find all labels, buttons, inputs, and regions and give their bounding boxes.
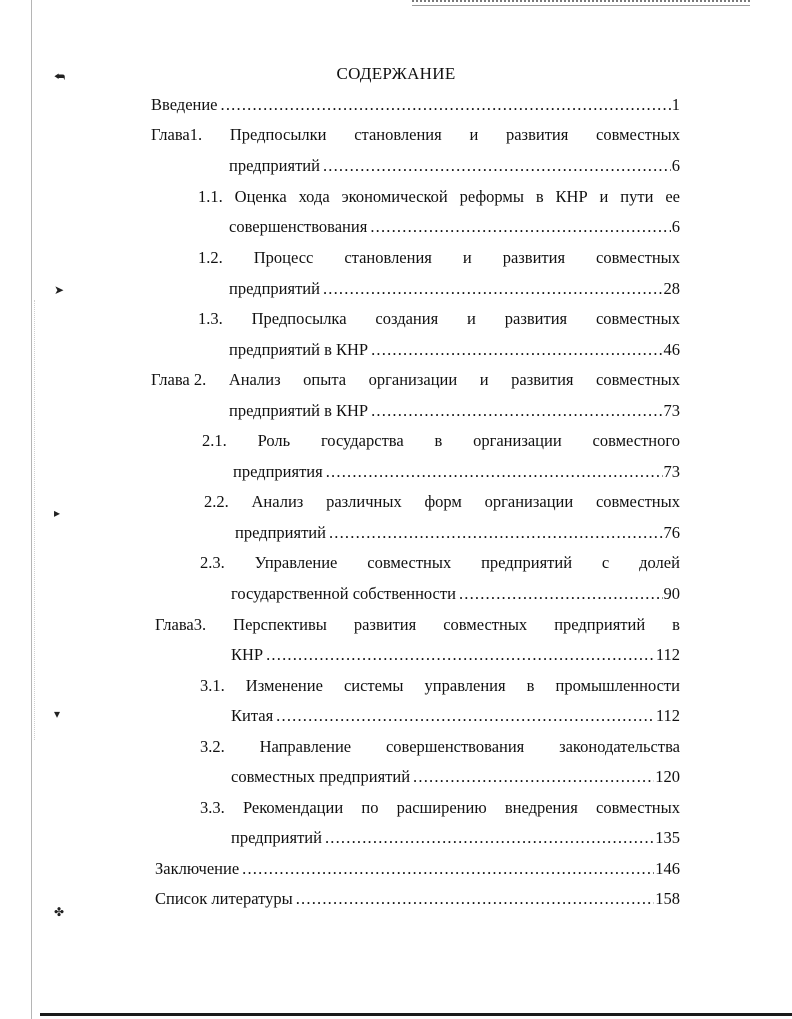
section-number: 3.3. [200, 798, 225, 817]
toc-word: организации [484, 492, 574, 511]
toc-word: по [361, 798, 379, 817]
toc-entry-s12-cont[interactable] [229, 278, 680, 300]
toc-page-number: 46 [663, 340, 680, 359]
toc-word: развития [353, 615, 417, 634]
toc-word: Процесс [253, 248, 314, 267]
toc-entry-s22[interactable] [204, 491, 680, 513]
toc-entry-s22-cont[interactable] [235, 522, 680, 544]
toc-entry-label: государственной собственности [231, 584, 456, 603]
toc-page-number: 1 [671, 95, 680, 114]
toc-word: совместных [595, 492, 680, 511]
toc-word: развития [502, 248, 566, 267]
toc-word: законодательства [559, 737, 680, 756]
binder-mark-icon: ▸ [54, 506, 61, 520]
leader-dots [459, 583, 663, 605]
toc-word: совместных [596, 248, 680, 267]
leader-dots [413, 766, 654, 788]
toc-page-number: 120 [655, 767, 680, 786]
toc-entry-ch3-cont[interactable] [231, 644, 680, 666]
toc-entry-conclusion[interactable] [155, 858, 680, 880]
toc-word: системы [343, 676, 404, 695]
leader-dots [296, 888, 655, 910]
chapter-prefix: Глава 2. [151, 370, 207, 389]
leader-dots [370, 216, 670, 238]
toc-entry-s33-cont[interactable] [231, 827, 680, 849]
toc-entry-s23-cont[interactable] [231, 583, 680, 605]
toc-entry-s11-cont[interactable] [229, 216, 680, 238]
section-number: 1.3. [198, 309, 223, 328]
toc-entry-s13-cont[interactable] [229, 339, 680, 361]
toc-entry-ch1[interactable] [151, 124, 680, 146]
toc-word: и [467, 309, 476, 328]
toc-entry-s31-cont[interactable] [231, 705, 680, 727]
toc-word: совместных [367, 553, 452, 572]
toc-page-number: 73 [663, 401, 680, 420]
toc-word: Анализ [251, 492, 304, 511]
toc-page-number: 158 [655, 889, 680, 908]
toc-entry-label: КНР [231, 645, 264, 664]
toc-word: Изменение [245, 676, 323, 695]
toc-entry-label: предприятий в КНР [229, 340, 369, 359]
toc-word: промышленности [555, 676, 680, 695]
leader-dots [371, 400, 662, 422]
toc-entry-s32[interactable] [200, 736, 680, 758]
binder-mark-icon: ➤ [54, 283, 65, 297]
toc-word: Анализ [228, 370, 281, 389]
toc-entry-intro[interactable] [151, 94, 680, 116]
leader-dots [323, 155, 671, 177]
toc-word: организации [473, 431, 562, 450]
toc-word: форм [424, 492, 462, 511]
toc-word: КНР [555, 187, 588, 206]
toc-entry-label: предприятий [235, 523, 326, 542]
toc-entry-label: предприятий [231, 828, 322, 847]
toc-page-number: 76 [663, 523, 680, 542]
chapter-prefix: Глава1. [151, 125, 203, 144]
toc-page-number: 90 [663, 584, 680, 603]
toc-word: совместных [596, 125, 680, 144]
toc-word: Направление [259, 737, 352, 756]
toc-entry-s31[interactable] [200, 675, 680, 697]
binder-mark-icon: ✤ [54, 905, 65, 919]
toc-word: экономической [341, 187, 448, 206]
leader-dots [266, 644, 655, 666]
toc-word: Оценка [234, 187, 287, 206]
toc-entry-ch3[interactable] [155, 614, 680, 636]
toc-word: становления [354, 125, 442, 144]
toc-entry-ch1-cont[interactable] [229, 155, 680, 177]
toc-page-number: 6 [671, 217, 680, 236]
toc-entry-s11[interactable] [198, 186, 680, 208]
toc-entry-label: совершенствования [229, 217, 368, 236]
toc-entry-label: Китая [231, 706, 274, 725]
toc-word: предприятий [554, 615, 646, 634]
toc-word: и [462, 248, 472, 267]
toc-entry-label: Заключение [155, 859, 240, 878]
toc-word: с [601, 553, 610, 572]
chapter-prefix: Глава3. [155, 615, 207, 634]
toc-word: Предпосылка [251, 309, 347, 328]
toc-word: совместных [596, 798, 680, 817]
toc-entry-s21[interactable] [202, 430, 680, 452]
toc-word: предприятий [481, 553, 573, 572]
toc-entry-ch2-cont[interactable] [229, 400, 680, 422]
toc-word: Роль [257, 431, 291, 450]
leader-dots [326, 461, 663, 483]
toc-word: становления [344, 248, 432, 267]
toc-word: совместных [596, 370, 680, 389]
toc-entry-label: предприятия [233, 462, 323, 481]
toc-entry-label: Список литературы [155, 889, 293, 908]
toc-word: в [535, 187, 544, 206]
toc-entry-s21-cont[interactable] [233, 461, 680, 483]
toc-page-number: 135 [655, 828, 680, 847]
leader-dots [325, 827, 654, 849]
toc-entry-s12[interactable] [198, 247, 680, 269]
toc-entry-s13[interactable] [198, 308, 680, 330]
toc-page-number: 112 [655, 706, 680, 725]
toc-word: расширению [396, 798, 487, 817]
toc-page-number: 112 [655, 645, 680, 664]
toc-entry-s23[interactable] [200, 552, 680, 574]
toc-word: Предпосылки [229, 125, 327, 144]
toc-page-number: 73 [663, 462, 680, 481]
leader-dots [221, 94, 671, 116]
toc-word: развития [504, 309, 568, 328]
toc-word: долей [639, 553, 680, 572]
toc-word: в [434, 431, 443, 450]
section-number: 3.1. [200, 676, 225, 695]
leader-dots [323, 278, 663, 300]
toc-word: совместных [443, 615, 528, 634]
section-number: 1.2. [198, 248, 223, 267]
toc-word: реформы [459, 187, 524, 206]
toc-entry-s33[interactable] [200, 797, 680, 819]
toc-word: Управление [254, 553, 338, 572]
toc-entry-label: Введение [151, 95, 218, 114]
section-number: 2.2. [204, 492, 229, 511]
toc-word: внедрения [504, 798, 578, 817]
leader-dots [329, 522, 663, 544]
page-title: СОДЕРЖАНИЕ [336, 64, 456, 83]
toc-word: развития [511, 370, 574, 389]
toc-word: в [672, 615, 680, 634]
leader-dots [242, 858, 654, 880]
toc-word: Рекомендации [242, 798, 344, 817]
section-number: 2.1. [202, 431, 227, 450]
toc-word: хода [298, 187, 330, 206]
toc-word: совместного [592, 431, 680, 450]
section-number: 1.1. [198, 187, 223, 206]
toc-word: совместных [595, 309, 680, 328]
toc-word: управления [424, 676, 506, 695]
toc-word: пути [620, 187, 654, 206]
toc-entry-ch2[interactable] [151, 369, 680, 391]
toc-page-number: 6 [671, 156, 680, 175]
toc-word: и [469, 125, 479, 144]
toc-word: организации [368, 370, 458, 389]
section-number: 3.2. [200, 737, 225, 756]
leader-dots [276, 705, 655, 727]
toc-entry-label: предприятий [229, 156, 320, 175]
toc-word: в [526, 676, 535, 695]
toc-word: государства [320, 431, 404, 450]
toc-word: опыта [303, 370, 347, 389]
toc-entry-references[interactable] [155, 888, 680, 910]
toc-word: ее [665, 187, 680, 206]
toc-word: и [479, 370, 489, 389]
toc-page-number: 28 [663, 279, 680, 298]
leader-dots [371, 339, 662, 361]
section-number: 2.3. [200, 553, 225, 572]
toc-word: развития [505, 125, 569, 144]
toc-page-number: 146 [655, 859, 680, 878]
toc-word: различных [326, 492, 402, 511]
toc-word: Перспективы [233, 615, 327, 634]
toc-word: совершенствования [385, 737, 525, 756]
toc-entry-label: предприятий в КНР [229, 401, 369, 420]
binder-mark-icon: ▾ [54, 707, 61, 721]
toc-word: и [599, 187, 609, 206]
toc-entry-label: совместных предприятий [231, 767, 411, 786]
toc-entry-s32-cont[interactable] [231, 766, 680, 788]
toc-entry-label: предприятий [229, 279, 320, 298]
binder-mark-icon: ⮪ [54, 70, 66, 84]
toc-word: создания [375, 309, 439, 328]
